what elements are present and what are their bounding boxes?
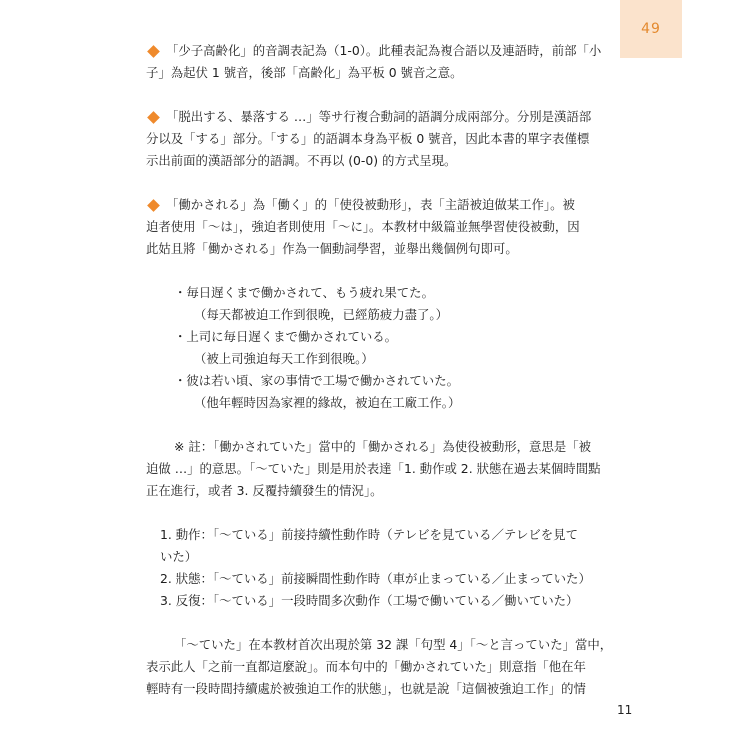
chapter-tab-number: 49	[641, 21, 661, 37]
usage-item: 2. 狀態：「〜ている」前接瞬間性動作時（車が止まっている／止まっていた）	[160, 571, 591, 586]
usage-item-continuation: いた）	[160, 549, 198, 564]
paragraph-line: 迫做 …」的意思。「〜ていた」則是用於表達「1. 動作或 2. 狀態在過去某個時間點	[146, 461, 601, 476]
paragraph-line: 此姑且將「働かされる」作為一個動詞學習，並舉出幾個例句即可。	[146, 241, 518, 256]
example-translation: （每天都被迫工作到很晚，已經筋疲力盡了。）	[194, 307, 449, 322]
bullet-paragraph-1	[146, 40, 642, 84]
example-translation: （被上司強迫每天工作到很晚。）	[194, 351, 374, 366]
orange-diamond-icon	[147, 45, 160, 58]
paragraph-line: 迫者使用「〜は」，強迫者則使用「〜に」。本教材中級篇並無學習使役被動，因	[146, 219, 580, 234]
paragraph-line: 「脱出する、暴落する …」等サ行複合動詞的語調分成兩部分。分別是漢語部	[146, 106, 642, 128]
note-paragraph	[146, 436, 642, 502]
orange-diamond-icon	[147, 111, 160, 124]
example-japanese: ・上司に毎日遅くまで働かされている。	[174, 329, 398, 344]
page-number: 11	[617, 703, 633, 717]
usage-item: 1. 動作：「〜ている」前接持續性動作時（テレビを見ている／テレビを見て	[160, 527, 578, 542]
paragraph-line: 子」為起伏 1 號音，後部「高齢化」為平板 0 號音之意。	[146, 65, 463, 80]
example-japanese: ・毎日遅くまで働かされて、もう疲れ果てた。	[174, 285, 434, 300]
orange-diamond-icon	[147, 199, 160, 212]
bullet-paragraph-3	[146, 194, 642, 260]
paragraph-line: 分以及「する」部分。「する」的語調本身為平板 0 號音，因此本書的單字表僅標	[146, 131, 590, 146]
paragraph-line: 輕時有一段時間持續處於被強迫工作的狀態」，也就是說「這個被強迫工作」的情	[146, 681, 586, 696]
example-translation: （他年輕時因為家裡的緣故，被迫在工廠工作。）	[194, 395, 461, 410]
example-japanese: ・彼は若い頃、家の事情で工場で働かされていた。	[174, 373, 459, 388]
bullet-paragraph-2	[146, 106, 642, 172]
paragraph-line: 示出前面的漢語部分的語調。不再以 (0-0) 的方式呈現。	[146, 153, 457, 168]
usage-item: 3. 反復：「〜ている」一段時間多次動作（工場で働いている／働いていた）	[160, 593, 579, 608]
page-content	[146, 40, 642, 700]
example-sentences	[174, 282, 642, 414]
closing-paragraph	[146, 634, 642, 700]
paragraph-line: 正在進行，或者 3. 反覆持續發生的情況」。	[146, 483, 383, 498]
usage-list	[146, 524, 642, 612]
paragraph-line: 「〜ていた」在本教材首次出現於第 32 課「句型 4」「〜と言っていた」當中，	[174, 637, 613, 652]
paragraph-line: 「少子高齢化」的音調表記為（1-0）。此種表記為複合語以及連語時，前部「小	[146, 40, 642, 62]
paragraph-line: 「働かされる」為「働く」的「使役被動形」，表「主語被迫做某工作」。被	[146, 194, 642, 216]
paragraph-line: ※ 註：「働かされていた」當中的「働かされる」為使役被動形，意思是「被	[174, 439, 592, 454]
paragraph-line: 表示此人「之前一直都這麼說」。而本句中的「働かされていた」則意指「他在年	[146, 659, 586, 674]
